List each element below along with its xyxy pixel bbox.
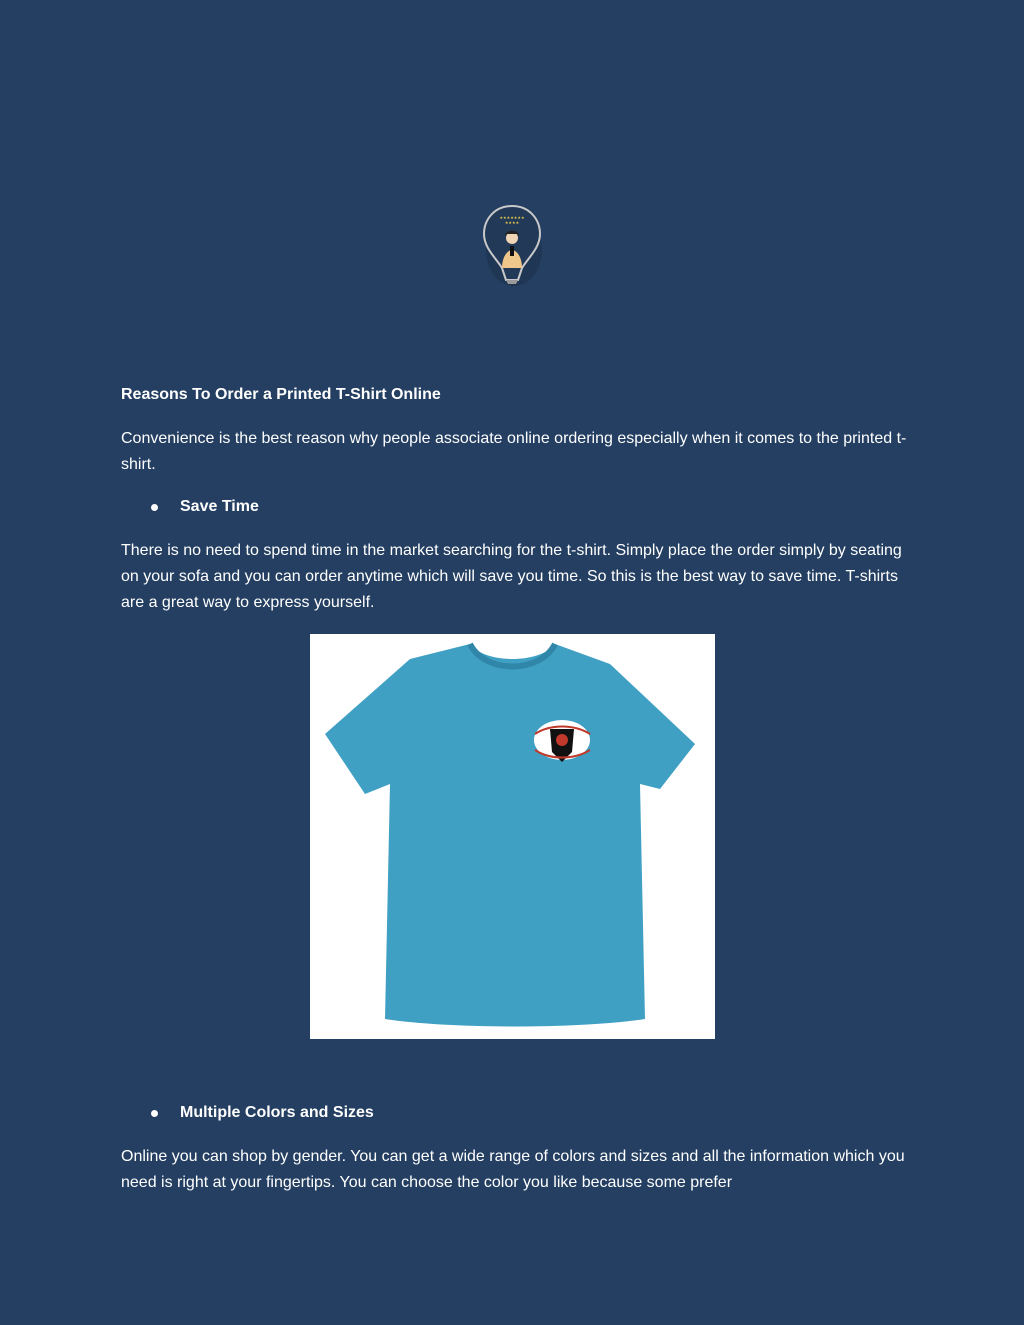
colors-sizes-paragraph: Online you can shop by gender. You can get a wide range of colors and sizes and all the information which you need is right at your fingertips. You can choose the color you like because some prefer xyxy=(121,1148,905,1191)
svg-text:★★★★★★★: ★★★★★★★ xyxy=(499,215,525,220)
bullet-icon xyxy=(151,1110,158,1117)
article-heading: Reasons To Order a Printed T-Shirt Online xyxy=(121,386,441,403)
tshirt-graphic xyxy=(310,634,715,1039)
article-top xyxy=(121,384,911,634)
article-bottom xyxy=(121,1102,911,1214)
bullet-colors-sizes xyxy=(121,1102,911,1124)
svg-text:★★★★: ★★★★ xyxy=(504,220,520,225)
tshirt-image xyxy=(310,634,715,1039)
bullet-icon xyxy=(151,504,158,511)
bullet-save-time xyxy=(121,496,911,518)
save-time-paragraph: There is no need to spend time in the market searching for the t-shirt. Simply place the order simply by seating on your sofa and you can order anytime which will save you time. So this is the best way to save time. T-shirts are a great way to express yourself. xyxy=(121,542,902,611)
lightbulb-logo-icon xyxy=(480,202,544,288)
section-title: Multiple Colors and Sizes xyxy=(180,1104,374,1121)
intro-paragraph: Convenience is the best reason why people associate online ordering especially when it comes to the printed t-shirt. xyxy=(121,430,907,473)
section-title: Save Time xyxy=(180,498,259,515)
